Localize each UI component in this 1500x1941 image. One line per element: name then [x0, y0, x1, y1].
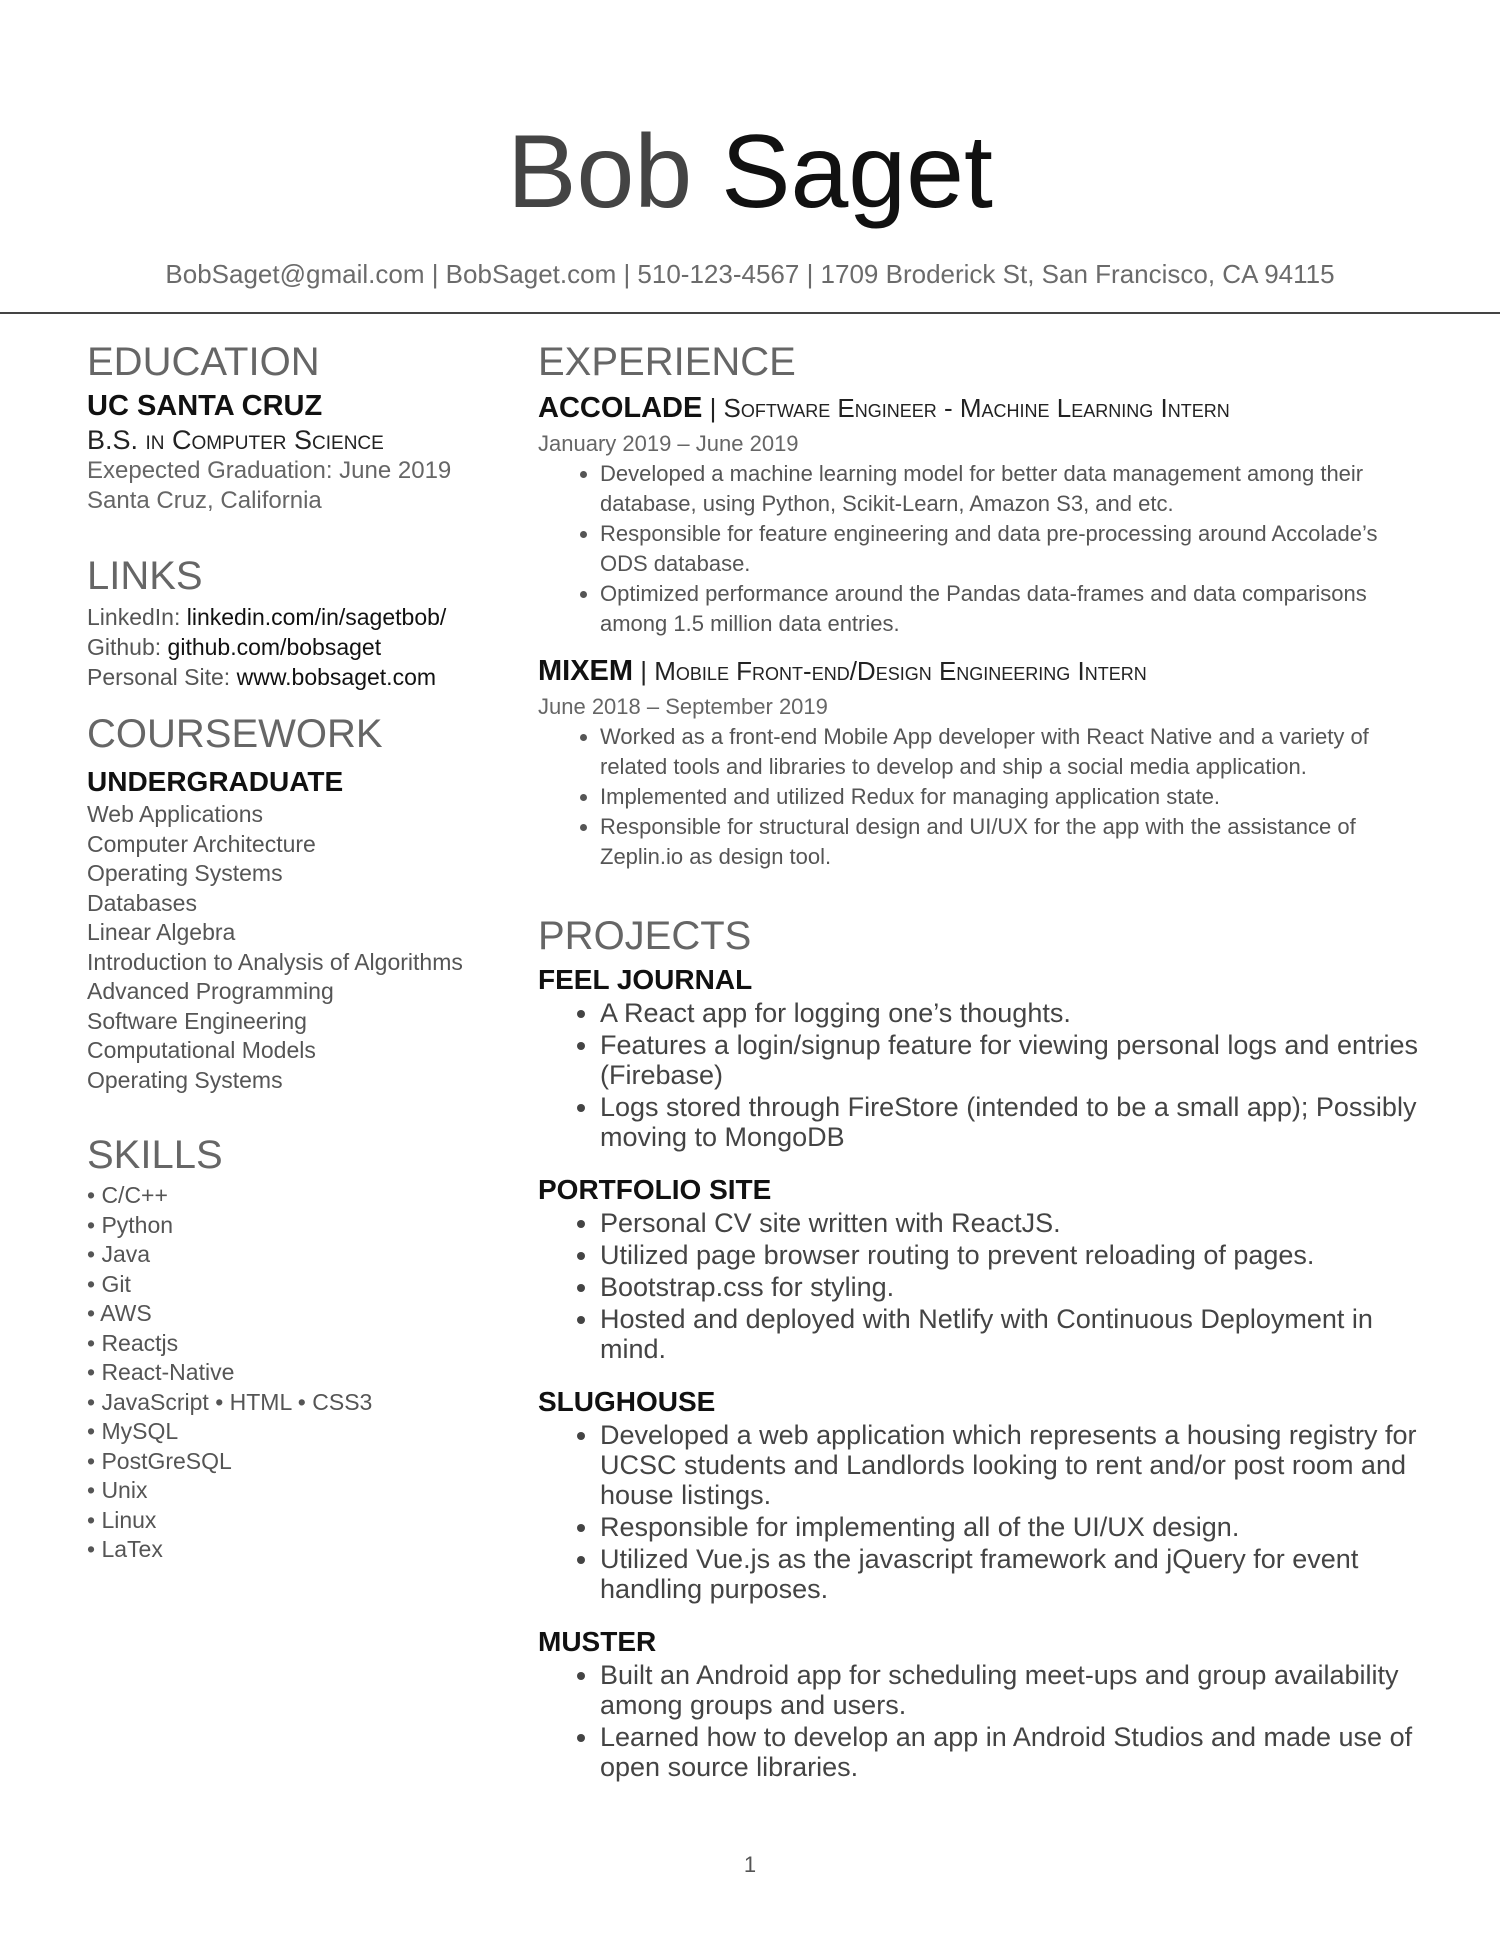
project-bullets — [538, 998, 1418, 1152]
project-bullet: • Bootstrap.css for styling. — [600, 1272, 1418, 1302]
project-entry — [538, 1624, 1418, 1782]
course-item: Web Applications — [87, 801, 264, 827]
project-name: PORTFOLIO SITE — [538, 1174, 772, 1205]
skill-item: • Python — [87, 1211, 174, 1238]
left-column — [87, 336, 507, 1565]
skill-item: • Reactjs — [87, 1329, 179, 1356]
skill-item: • AWS — [87, 1300, 152, 1326]
link-label: Personal Site: — [87, 664, 237, 690]
link-label: Github: — [87, 634, 168, 660]
school-name: UC SANTA CRUZ — [87, 390, 323, 422]
links-section — [87, 550, 507, 692]
link-github — [87, 632, 507, 662]
skill-item: • React-Native — [87, 1359, 235, 1385]
job-bullets — [538, 722, 1418, 872]
job-bullet: • Optimized performance around the Pandas data-frames and data comparisons among 1.5 million data entries. — [600, 579, 1418, 639]
course-item: Operating Systems — [87, 860, 283, 886]
skill-item: • Git — [87, 1270, 131, 1297]
project-bullets — [538, 1660, 1418, 1782]
project-bullet: • Utilized Vue.js as the javascript framework and jQuery for event handling purposes. — [600, 1544, 1418, 1604]
job-bullet: • Responsible for structural design and UI/UX for the app with the assistance of Zeplin.io as design tool. — [600, 812, 1418, 872]
experience-title: EXPERIENCE — [538, 340, 796, 384]
education-section — [87, 336, 507, 516]
link-linkedin — [87, 602, 507, 632]
project-bullets — [538, 1208, 1418, 1364]
personal-site-url[interactable]: www.bobsaget.com — [236, 664, 437, 690]
education-title: EDUCATION — [87, 340, 320, 384]
links-title: LINKS — [87, 554, 203, 598]
skill-item: • JavaScript • HTML • CSS3 — [87, 1388, 373, 1415]
link-personal-site — [87, 662, 507, 692]
job-bullet: • Responsible for feature engineering and data pre-processing around Accolade’s ODS database. — [600, 519, 1418, 579]
contact-line: BobSaget@gmail.com | BobSaget.com | 510-123-4567 | 1709 Broderick St, San Francisco, CA 94115 — [165, 259, 1335, 289]
job-header — [538, 390, 1418, 431]
skills-section — [87, 1129, 507, 1565]
project-bullet: • Developed a web application which represents a housing registry for UCSC students and Landlords looking to rent and/or post room and house listings. — [600, 1420, 1418, 1510]
course-item: Introduction to Analysis of Algorithms — [87, 948, 463, 975]
job-entry — [538, 653, 1418, 872]
job-title: | Software Engineer - Machine Learning Intern — [702, 393, 1230, 423]
course-item: Computational Models — [87, 1037, 316, 1063]
link-label: LinkedIn: — [87, 604, 187, 630]
header-divider — [0, 312, 1500, 314]
skill-item: • C/C++ — [87, 1182, 168, 1208]
skill-item: • Java — [87, 1241, 151, 1267]
job-bullet: • Developed a machine learning model for better data management among their database, using Python, Scikit-Learn, Amazon S3, and etc. — [600, 459, 1418, 519]
projects-title: PROJECTS — [538, 914, 752, 958]
skill-item: • Linux — [87, 1506, 157, 1533]
projects-section — [538, 910, 1418, 1782]
experience-section — [538, 336, 1418, 872]
project-bullet: • A React app for logging one’s thoughts. — [600, 998, 1418, 1028]
job-dates: June 2018 – September 2019 — [538, 694, 828, 719]
graduation-date: Exepected Graduation: June 2019 — [87, 457, 452, 484]
project-name: FEEL JOURNAL — [538, 964, 753, 995]
project-bullet: • Hosted and deployed with Netlify with Continuous Deployment in mind. — [600, 1304, 1418, 1364]
github-url[interactable]: github.com/bobsaget — [167, 634, 382, 660]
skill-item: • MySQL — [87, 1418, 179, 1444]
job-entry — [538, 390, 1418, 639]
project-bullet: • Personal CV site written with ReactJS. — [600, 1208, 1418, 1238]
project-bullet: • Utilized page browser routing to prevent reloading of pages. — [600, 1240, 1418, 1270]
linkedin-url[interactable]: linkedin.com/in/sagetbob/ — [186, 604, 447, 630]
skills-title: SKILLS — [87, 1133, 223, 1177]
job-bullet: • Implemented and utilized Redux for managing application state. — [600, 782, 1418, 812]
job-bullets — [538, 459, 1418, 639]
job-company: ACCOLADE — [538, 392, 703, 424]
page-number: 1 — [743, 1852, 757, 1877]
project-bullets — [538, 1420, 1418, 1604]
job-header — [538, 653, 1418, 694]
resume-name — [0, 112, 1500, 232]
project-bullet: • Built an Android app for scheduling meet-ups and group availability among groups and users. — [600, 1660, 1418, 1720]
project-name: SLUGHOUSE — [538, 1386, 716, 1417]
course-item: Databases — [87, 889, 197, 916]
project-bullet: • Learned how to develop an app in Android Studios and made use of open source libraries. — [600, 1722, 1418, 1782]
degree: B.S. in Computer Science — [87, 425, 384, 455]
job-bullet: • Worked as a front-end Mobile App developer with React Native and a variety of related tools and libraries to develop and ship a social media application. — [600, 722, 1418, 782]
skill-item: • PostGreSQL — [87, 1447, 232, 1474]
project-bullet: • Responsible for implementing all of the UI/UX design. — [600, 1512, 1418, 1542]
course-item: Advanced Programming — [87, 978, 334, 1004]
coursework-subtitle: UNDERGRADUATE — [87, 766, 344, 797]
last-name: Saget — [721, 114, 993, 230]
first-name: Bob — [507, 114, 693, 230]
skill-item: • LaTex — [87, 1536, 163, 1562]
school-location: Santa Cruz, California — [87, 487, 322, 514]
project-entry — [538, 962, 1418, 1152]
course-item: Linear Algebra — [87, 919, 236, 945]
project-entry — [538, 1172, 1418, 1364]
project-bullet: • Features a login/signup feature for viewing personal logs and entries (Firebase) — [600, 1030, 1418, 1090]
project-bullet: • Logs stored through FireStore (intended to be a small app); Possibly moving to MongoDB — [600, 1092, 1418, 1152]
job-dates: January 2019 – June 2019 — [538, 431, 799, 456]
project-entry — [538, 1384, 1418, 1604]
course-item: Computer Architecture — [87, 830, 316, 857]
skill-item: • Unix — [87, 1477, 148, 1503]
job-title: | Mobile Front-end/Design Engineering Intern — [633, 656, 1147, 686]
right-column — [538, 336, 1418, 1784]
project-name: MUSTER — [538, 1626, 657, 1657]
coursework-title: COURSEWORK — [87, 712, 383, 756]
coursework-section — [87, 708, 507, 1095]
course-item: Software Engineering — [87, 1007, 307, 1034]
job-company: MIXEM — [538, 655, 634, 687]
course-item: Operating Systems — [87, 1066, 283, 1093]
